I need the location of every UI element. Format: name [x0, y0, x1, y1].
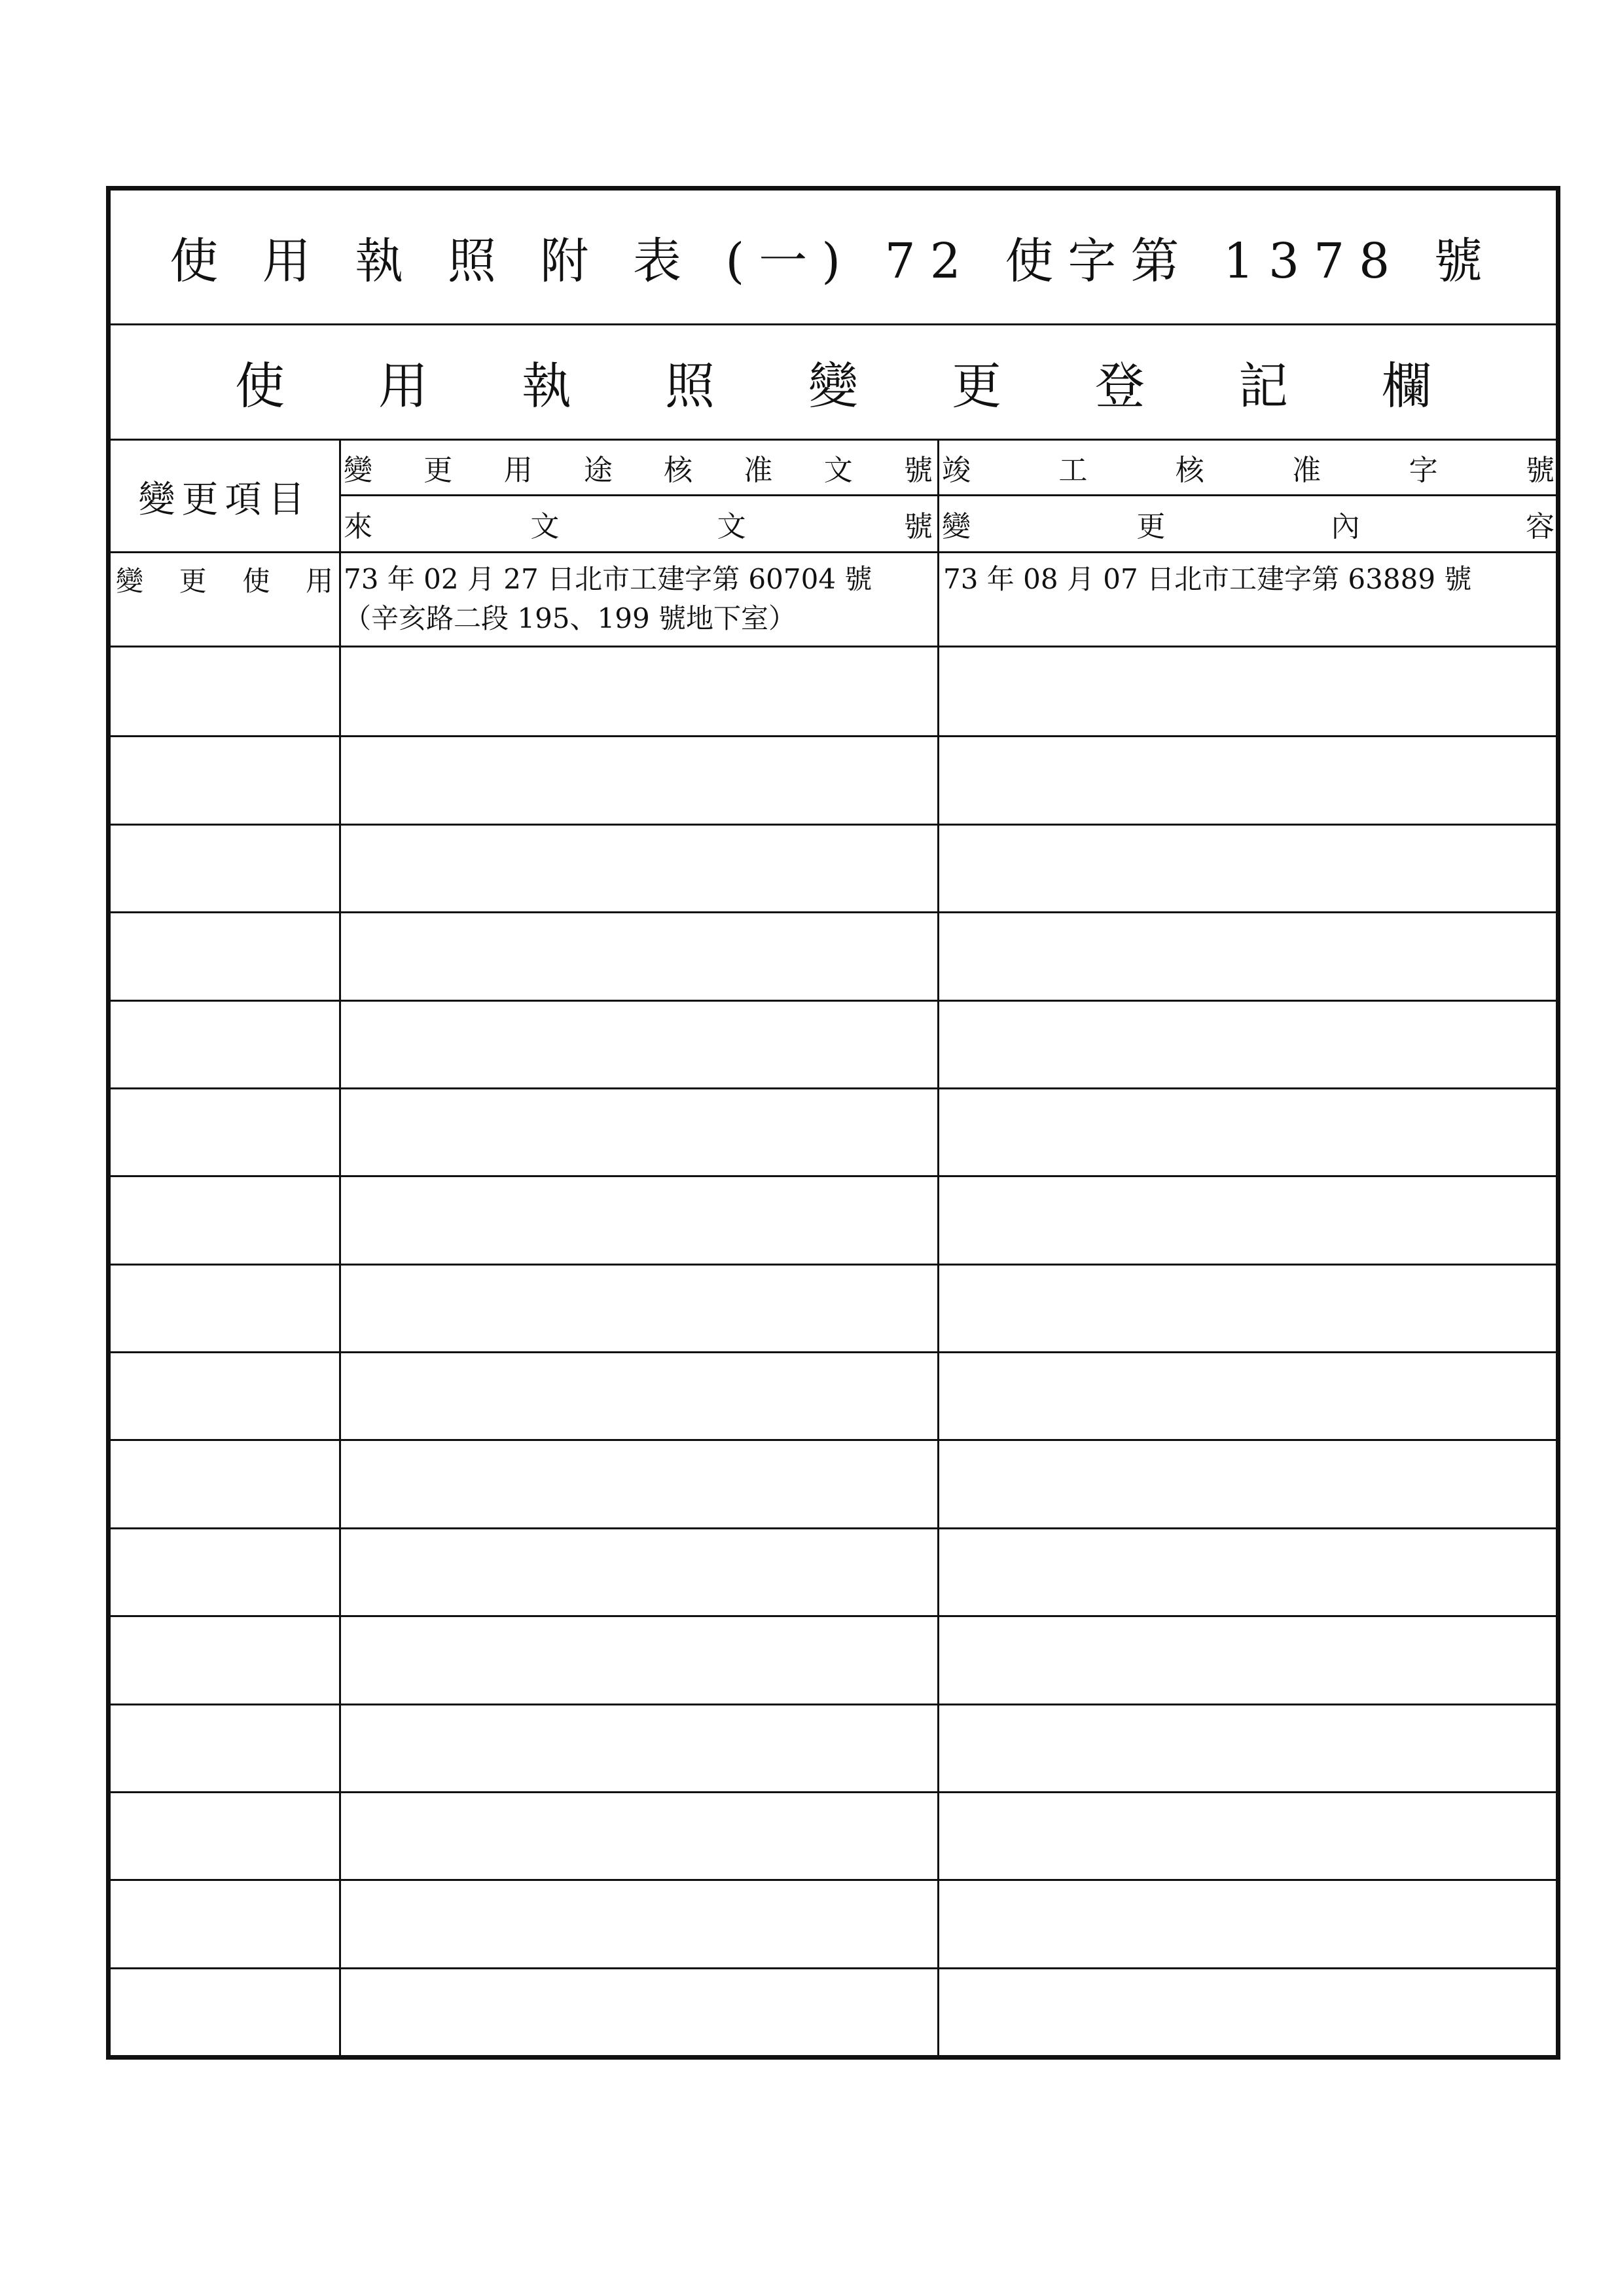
row-divider [111, 1704, 1556, 1705]
heading-char: 照 [665, 357, 715, 415]
header-char: 准 [1292, 454, 1321, 487]
permit-change-register-table [106, 186, 1560, 2060]
heading-char: 用 [378, 357, 428, 415]
row-char: 變 [116, 565, 144, 597]
table-row [111, 553, 1556, 647]
header-char: 竣 [942, 454, 971, 487]
header-char: 變 [344, 454, 372, 487]
header-char: 號 [903, 510, 933, 543]
section-heading [111, 325, 1556, 441]
heading-char: 變 [808, 357, 858, 415]
heading-char: 更 [952, 357, 1001, 415]
heading-char: 登 [1095, 357, 1145, 415]
column-divider [937, 441, 939, 2055]
row-char: 用 [305, 565, 333, 597]
header-char: 號 [1525, 454, 1555, 487]
row-address-note: （辛亥路二段 195、199 號地下室） [344, 602, 797, 634]
row-divider [111, 1615, 1556, 1617]
row-divider [111, 1879, 1556, 1881]
header-change-content [939, 496, 1557, 551]
row-completion-approval-no-line1: 73 年 08 月 07 日北市工建字第 63889 號 [943, 563, 1472, 595]
heading-char: 欄 [1382, 357, 1431, 415]
header-change-item-label: 變更項目 [138, 479, 312, 521]
row-divider [111, 1000, 1556, 1002]
row-divider [111, 1791, 1556, 1793]
row-divider [111, 1351, 1556, 1353]
header-char: 用 [503, 454, 533, 487]
header-char: 內 [1331, 510, 1360, 543]
header-char: 更 [1136, 510, 1166, 543]
column-divider [339, 441, 341, 2055]
header-char: 准 [744, 454, 773, 487]
header-incoming-doc-no [341, 496, 935, 551]
header-char: 核 [664, 454, 693, 487]
header-char: 號 [903, 454, 933, 487]
row-char: 使 [242, 565, 270, 597]
header-char: 文 [530, 510, 560, 543]
row-divider [111, 735, 1556, 737]
header-char: 文 [823, 454, 853, 487]
header-approval-doc-no [341, 441, 935, 494]
heading-char: 使 [235, 357, 285, 415]
header-char: 容 [1525, 510, 1555, 543]
row-divider [111, 824, 1556, 826]
heading-char: 記 [1238, 357, 1288, 415]
table-header [111, 441, 1556, 553]
row-completion-approval-no [943, 560, 1558, 599]
header-change-item [111, 441, 339, 553]
page-title-text: 使 用 執 照 附 表 (一) 72 使字第 1378 號 [170, 232, 1497, 289]
row-approval-doc-no-line1: 73 年 02 月 27 日北市工建字第 60704 號 [344, 563, 872, 595]
header-char: 文 [717, 510, 746, 543]
row-divider [111, 1439, 1556, 1441]
row-divider [111, 1967, 1556, 1969]
header-char: 核 [1175, 454, 1204, 487]
header-completion-approval-no [939, 441, 1557, 494]
heading-char: 執 [522, 357, 571, 415]
row-approval-doc-no [344, 560, 933, 638]
row-divider [111, 1264, 1556, 1266]
page-title [111, 191, 1556, 325]
row-divider [111, 1527, 1556, 1529]
header-char: 途 [583, 454, 613, 487]
header-char: 工 [1058, 454, 1088, 487]
section-heading-chars [235, 325, 1431, 439]
header-char: 來 [344, 510, 372, 543]
row-divider [111, 1087, 1556, 1089]
header-char: 更 [423, 454, 453, 487]
header-char: 字 [1409, 454, 1438, 487]
row-char: 更 [179, 565, 207, 597]
row-change-item [116, 561, 333, 598]
row-divider [111, 911, 1556, 913]
row-divider [111, 1175, 1556, 1177]
header-char: 變 [942, 510, 971, 543]
